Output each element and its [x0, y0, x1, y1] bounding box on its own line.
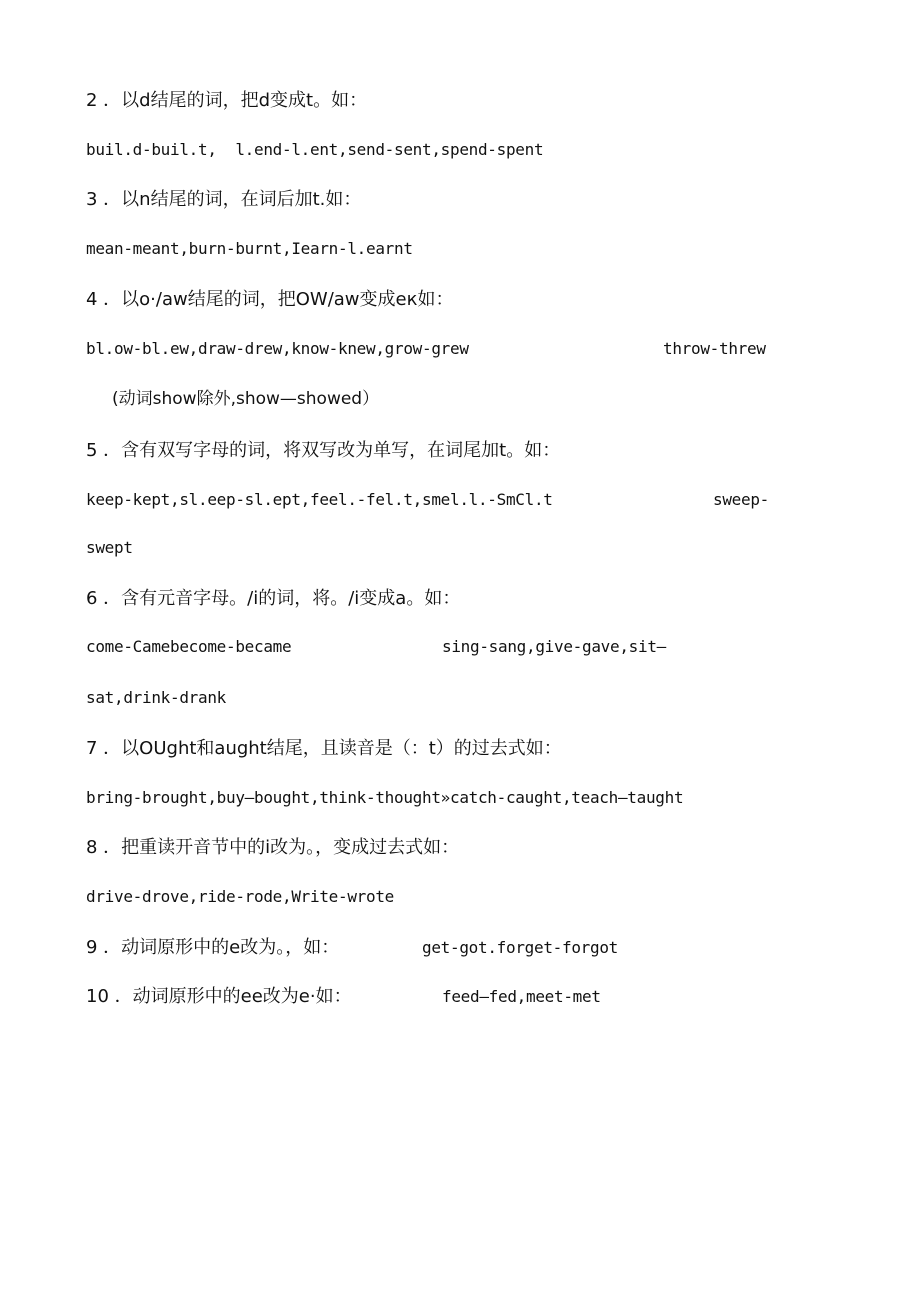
- rule-4-examples-right: throw-threw: [663, 339, 766, 358]
- rule-5-heading: 5 ．含有双写字母的词，将双写改为单写，在词尾加t。如：: [86, 440, 561, 461]
- rule-6-examples-right: sing-sang,give-gave,sit—: [442, 637, 666, 656]
- rule-2-heading: 2 ．以d结尾的词，把d变成t。如：: [86, 90, 368, 111]
- rule-5-examples-right: sweep-: [713, 490, 769, 509]
- rule-5-examples-cont: swept: [86, 538, 133, 557]
- rule-4-examples: bl.ow-bl.ew,draw-drew,know-knew,grow-grew: [86, 339, 469, 358]
- rule-2-examples: buil.d-buil.t, l.end-l.ent,send-sent,spend-spent: [86, 140, 544, 159]
- rule-7-heading: 7 ．以OUght和aught结尾，且读音是（：t）的过去式如：: [86, 738, 562, 759]
- rule-8-heading: 8 ．把重读开音节中的i改为。，变成过去式如：: [86, 837, 460, 858]
- rule-10-heading: 10 ．动词原形中的ee改为e·如：: [86, 986, 352, 1007]
- rule-6-examples-cont: sat,drink-drank: [86, 688, 226, 707]
- rule-3-heading: 3 ．以n结尾的词，在词后加t.如：: [86, 189, 362, 210]
- rule-6-examples: come-Camebecome-became: [86, 637, 292, 656]
- rule-5-examples: keep-kept,sl.eep-sl.ept,feel.-fel.t,smel.l.-SmCl.t: [86, 490, 553, 509]
- rule-8-examples: drive-drove,ride-rode,Write-wrote: [86, 887, 394, 906]
- rule-7-examples: bring-brought,buy—bought,think-thought»catch-caught,teach—taught: [86, 788, 684, 807]
- rule-4-note: (动词show除外,show—showed）: [112, 389, 380, 409]
- rule-9-examples: get-got.forget-forgot: [422, 938, 618, 957]
- rule-4-heading: 4 ．以o·/aw结尾的词，把OW/aw变成eк如：: [86, 289, 454, 310]
- rule-10-examples: feed—fed,meet-met: [442, 987, 601, 1006]
- rule-3-examples: mean-meant,burn-burnt,Iearn-l.earnt: [86, 239, 413, 258]
- rule-6-heading: 6 ．含有元音字母。/i的词，将。/i变成a。如：: [86, 588, 461, 609]
- rule-9-heading: 9 ．动词原形中的e改为。，如：: [86, 937, 340, 958]
